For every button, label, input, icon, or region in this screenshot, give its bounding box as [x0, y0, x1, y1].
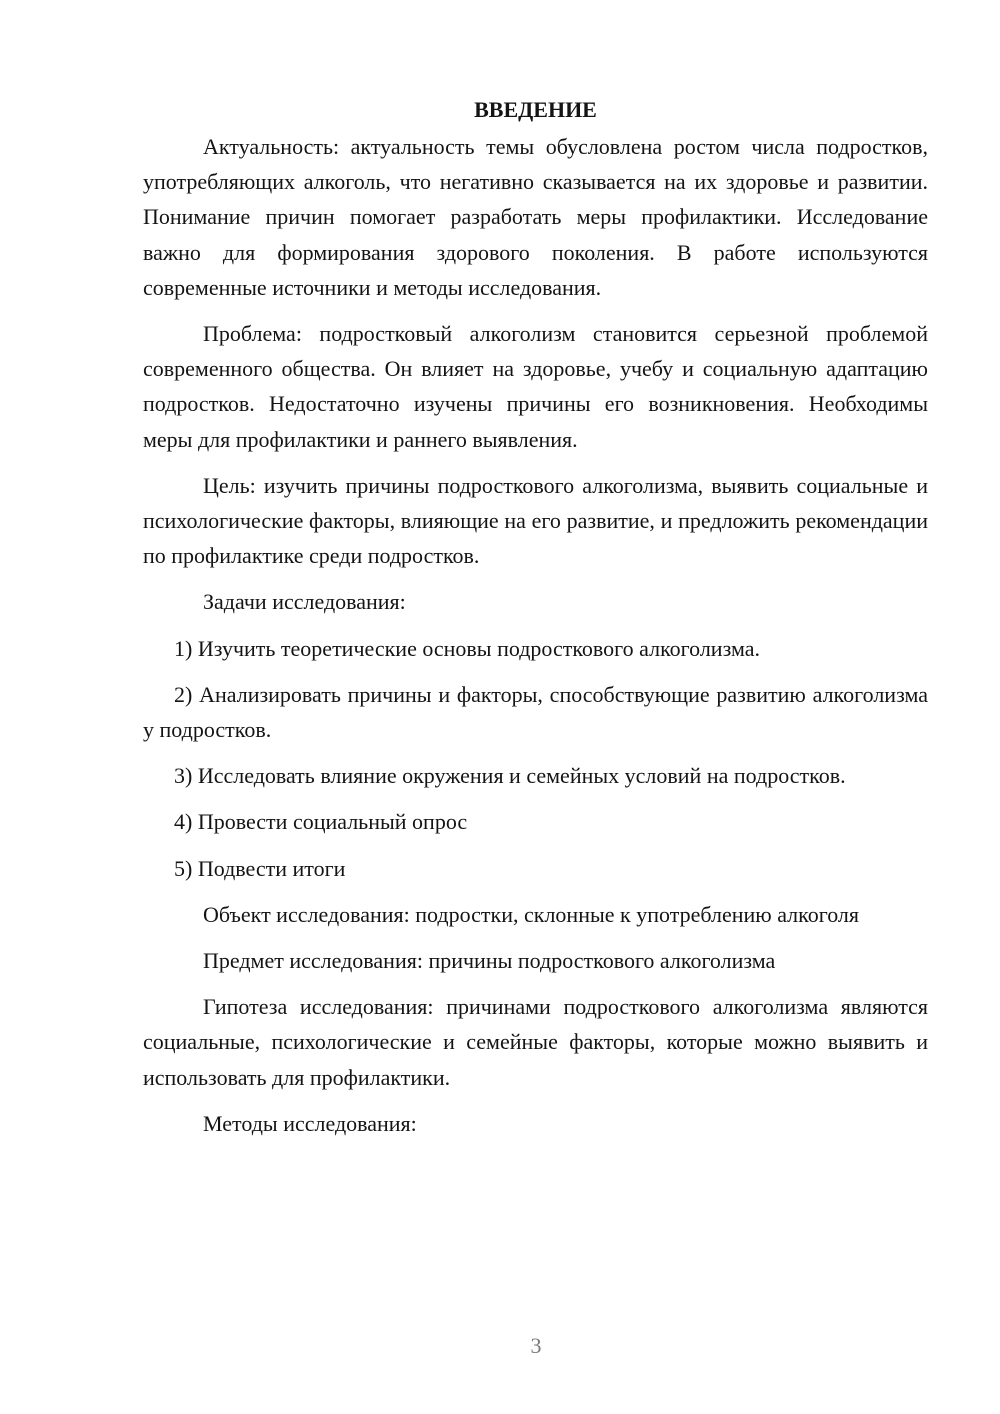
paragraph-goal: Цель: изучить причины подросткового алкоголизма, выявить социальные и психологические факторы, влияющие на его развитие, и предложить рекомендации по профилактике среди подростков. — [143, 472, 928, 569]
task-item-4: 4) Провести социальный опрос — [174, 809, 468, 835]
page-title: ВВЕДЕНИЕ — [474, 97, 597, 122]
task-item-5: 5) Подвести итоги — [174, 855, 346, 881]
paragraph-methods: Методы исследования: — [203, 1110, 417, 1136]
task-item-2: 2) Анализировать причины и факторы, способствующие развитию алкоголизма у подростков. — [143, 681, 928, 743]
paragraph-object: Объект исследования: подростки, склонные к употреблению алкоголя — [203, 901, 860, 927]
page-content — [143, 92, 928, 1152]
task-item-1: 1) Изучить теоретические основы подросткового алкоголизма. — [174, 635, 760, 661]
paragraph-relevance: Актуальность: актуальность темы обусловлена ростом числа подростков, употребляющих алкоголь, что негативно сказывается на их здоровье и развитии. Понимание причин помогает разработать меры профилактики. Исследование важно для формирования здорового поколения. В работе используются современные источники и методы исследования. — [143, 134, 928, 300]
paragraph-problem: Проблема: подростковый алкоголизм становится серьезной проблемой современного общества. Он влияет на здоровье, учебу и социальную адаптацию подростков. Недостаточно изучены причины его возникновения. Необходимы меры для профилактики и раннего выявления. — [143, 321, 928, 452]
paragraph-tasks-heading: Задачи исследования: — [203, 589, 406, 615]
paragraph-hypothesis: Гипотеза исследования: причинами подросткового алкоголизма являются социальные, психологические и семейные факторы, которые можно выявить и использовать для профилактики. — [143, 994, 928, 1090]
paragraph-subject: Предмет исследования: причины подросткового алкоголизма — [203, 948, 776, 974]
page-number: 3 — [530, 1333, 542, 1358]
task-item-3: 3) Исследовать влияние окружения и семейных условий на подростков. — [174, 763, 846, 789]
